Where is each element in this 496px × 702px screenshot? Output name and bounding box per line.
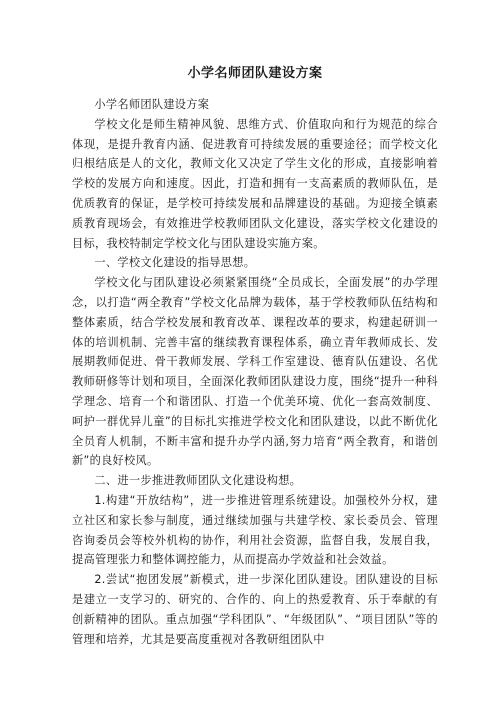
paragraph-subtitle: 小学名师团队建设方案: [94, 98, 210, 111]
paragraph-section-1: 学校文化与团队建设必须紧紧围绕“全员成长，全面发展”的办学理念，以打造“两全教育”学校文化品牌为载体，基于学校教师队伍结构和整体素质，结合学校发展和教育改革、课程改革的要求，构建起研训一体的培训机制、完善丰富的继续教育课程体系，确立青年教师成长、发展期教师促进、骨干教师发展、学科工作室建设、德育队伍建设、名优教师研修等计划和项目，全面深化教师团队建设力度，围绕“提升一种科学理念、培育一个和谐团队、打造一个优美环境、优化一套高效制度、呵护一群优异儿童”的目标扎实推进学校文化和团队建设，以此不断优化全员育人机制，不断丰富和提升办学内涵,努力培育“两全教育，和谐创新”的良好校风。: [72, 276, 438, 468]
paragraph-item-2: 2.尝试“抱团发展”新模式，进一步深化团队建设。团队建设的目标是建立一支学习的、研究的、合作的、向上的热爱教育、乐于奉献的有创新精神的团队。重点加强“学科团队”、“年级团队”、“项目团队”等的管理和培养，尤其是要高度重视对各教研组团队中: [72, 573, 438, 646]
paragraph-item-1: 1.构建“开放结构”，进一步推进管理系统建设。加强校外分权，建立社区和家长参与制度，通过继续加强与共建学校、家长委员会、管理咨询委员会等校外机构的协作，利用社会资源，监督自我，发展自我，提高管理张力和整体调控能力，从而提高办学效益和社会效益。: [72, 493, 438, 567]
section-heading-1: 一、学校文化建设的指导思想。: [94, 256, 256, 270]
section-heading-2: 二、进一步推进教师团队文化建设构想。: [94, 474, 302, 488]
document-title: 小学名师团队建设方案: [187, 66, 323, 81]
paragraph-intro: 学校文化是师生精神风貌、思维方式、价值取向和行为规范的综合体现，是提升教育内涵、促进教育可持续发展的重要途径；而学校文化归根结底是人的文化，教师文化又决定了学生文化的形成，直接影响着学校的发展方向和速度。因此，打造和拥有一支高素质的教师队伍，是优质教育的保证，是学校可持续发展和品牌建设的基础。为迎接全镇素质教育现场会，有效推进学校教师团队文化建设，落实学校文化建设的目标，我校特制定学校文化与团队建设实施方案。: [72, 117, 438, 250]
